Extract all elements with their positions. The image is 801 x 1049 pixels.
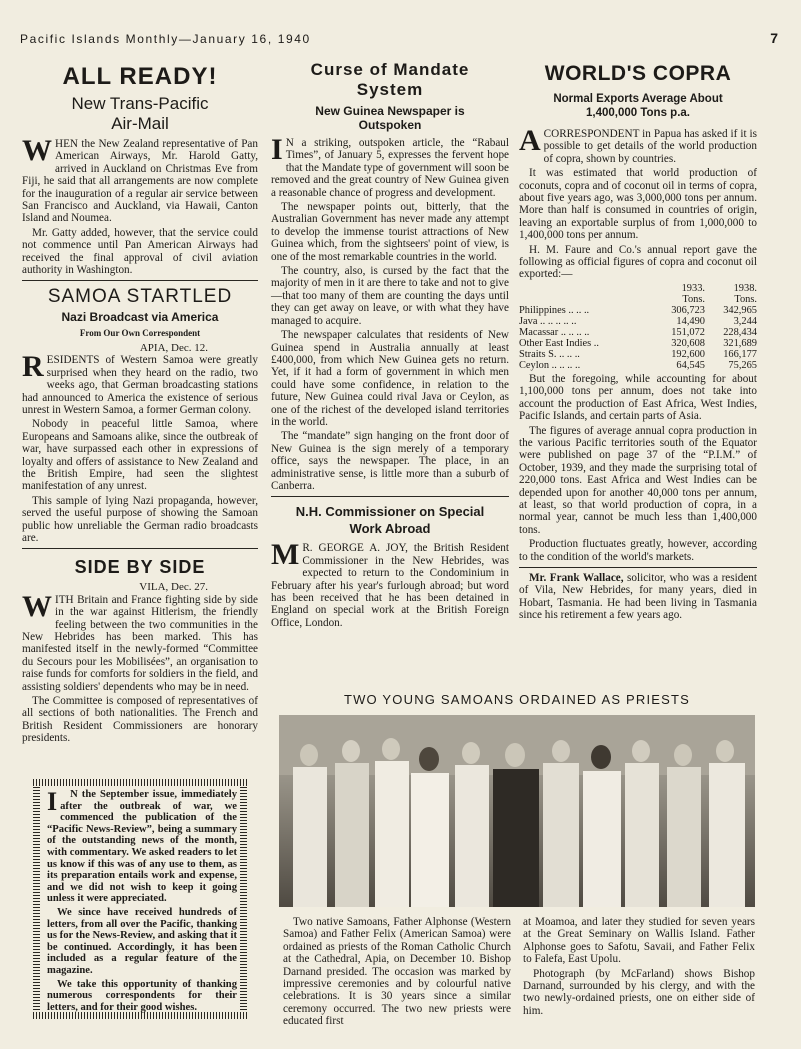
paragraph: at Moamoa, and later they studied for seven years at the Great Seminary on Wallis Island. Father Alphonse goes to Safotu, Savaii, and Father Felix to Falefa, East Upolu. [523,916,755,966]
clergy-group [293,738,745,907]
paragraph: Two native Samoans, Father Alphonse (Western Samoa) and Father Felix (American Samoa) were ordained as priests of the Roman Catholic Church at the Cathedral, Apia, on December 10. Bishop Darnand presided. The occasion was marked by impressive ceremonies and by colourful native celebrations. It is 30 years since a similar ceremony occurred. The two new priests were educated first [283,916,511,1028]
table-header-row [519,283,757,294]
nh-article [271,538,509,629]
mandate-article [271,133,509,492]
left-column [22,58,258,747]
table-row: Java .. .. .. .. .. 14,490 3,244 [519,315,757,327]
dropcap: W [22,589,52,623]
news-review-notice-box [24,772,256,1026]
table-row: Other East Indies .. 320,608 321,689 [519,337,757,349]
samoa-headline: SAMOA STARTLED [47,286,233,308]
wallace-name: Mr. Frank Wallace, [529,571,624,584]
samoa-byline: From Our Own Correspondent [79,328,201,339]
paragraph: The newspaper points out, bitterly, that the Australian Government has never made any attempt to develop the immense tourist attractions of New Guinea which, from the sightseers' point of view, is one of the most remarkable countries in the world. [271,201,509,263]
copra-headline: WORLD'S COPRA [544,62,732,85]
paragraph: N the September issue, immediately after the outbreak of war, we commenced the publication of the “Pacific News-Review”, being a summary of the outstanding news of the month, with commentary. We asked readers to let us know if this was of any use to them, as its preparation entails work and expense, and we did not wish to keep it going unless it were appreciated. [47,789,237,905]
table-unit-row [519,294,757,305]
divider [519,567,757,568]
running-header [20,32,780,48]
samoa-article [22,350,258,544]
page-number: 7 [770,30,778,46]
table-row: Ceylon .. .. .. .. 64,545 75,265 [519,359,757,371]
paragraph: The Committee is composed of representatives of all sections of both nationalities. The French and British Resident Commissioners are honorary presidents. [22,695,258,745]
paragraph: Photograph (by McFarland) shows Bishop Darnand, surrounded by his clergy, and with the two newly-ordained priests, one on either side of him. [523,967,755,1017]
middle-column [271,60,509,631]
paragraph: CORRESPONDENT in Papua has asked if it is possible to get details of the world production of copra, shown by countries. [543,128,757,165]
paragraph: Nobody in peaceful little Samoa, where Europeans and Samoans alike, since the outbreak of war, have surpassed each other in expressions of loyalty and offers of assistance to New Zealand and the British Empire, had seen the slightest manifestation of any unrest. [22,418,258,493]
divider [271,496,509,497]
dropcap: R [22,350,44,384]
ordination-photograph [279,715,755,907]
all-ready-headline: ALL READY! [62,63,218,90]
side-by-side-headline: SIDE BY SIDE [74,557,206,578]
table-row: Philippines .. .. .. 306,723 342,965 [519,304,757,316]
photo-caption-right [523,916,755,1019]
unit-label: Tons. [734,293,757,305]
all-ready-article [22,134,258,277]
paragraph: We since have received hundreds of letters, from all over the Pacific, thanking us for the News-Review, and asking that it be continued. Accordingly, it has been included as a regular feature of the magazine. [47,906,237,976]
paragraph: ITH Britain and France fighting side by side in the war against Hitlerism, the friendly feeling between the two communities in the New Hebrides has been marked. This has manifested itself in the newly-formed “Committee du Secours pour les Mobilisées”, an organisation to raise funds for comforts for soldiers in the field, and assisting soldiers' dependents who may be in need. [22,593,258,693]
side-dateline: VILA, Dec. 27. [139,581,208,594]
paragraph: We take this opportunity of thanking numerous correspondents for their letters, and for their good wishes. [47,978,237,1013]
photo-figures [279,715,755,907]
paragraph: The newspaper calculates that residents of New Guinea spend in Australia annually at least £400,000, from which New Guinea gets no return. Yet, if it had a form of government in which men could have some confidence, in relation to the future, New Guinea could rival Java or Ceylon, as one of the richest of the developed island territories in the world. [271,329,509,428]
photo-caption-head: TWO YOUNG SAMOANS ORDAINED AS PRIESTS [343,692,691,707]
samoa-subhead: Nazi Broadcast via America [61,310,219,325]
year-1938: 1938. [733,282,757,294]
paragraph: HEN the New Zealand representative of Pan American Airways, Mr. Harold Gatty, arrived in Auckland on Christmas Eve from Fiji, he said that all arrangements are now complete for the inauguration of a regular air service between San Francisco and Auckland, via Hawaii, Canton Island and Noumea. [22,138,258,225]
wallace-notice [519,572,757,622]
paragraph: ESIDENTS of Western Samoa were greatly surprised when they heard on the radio, two weeks ago, that German broadcasting stations had announced to America the existence of serious unrest in Western Samoa, a former German colony. [22,354,258,416]
mandate-headline: Curse of Mandate System [310,60,470,99]
paragraph: Mr. Gatty added, however, that the service could not commence until Pan American Airways had received the final approval of civil aviation authority in Washington. [22,226,258,277]
dropcap: W [22,134,52,167]
right-column [519,60,757,624]
dropcap: A [519,124,541,157]
samoa-dateline: APIA, Dec. 12. [139,341,208,354]
dropcap: M [271,538,300,572]
wallace-text: solicitor, who was a resident of Vila, New Hebrides, for many years, died in Hobart, Tasmania. He had been living in Tasmania since his retirement a few years ago. [519,571,757,622]
year-1933: 1933. [681,282,705,294]
divider [22,548,258,549]
divider [22,280,258,281]
copra-subhead: Normal Exports Average About 1,400,000 Tons p.a. [553,93,723,119]
magazine-date-line: Pacific Islands Monthly—January 16, 1940 [20,32,311,46]
paragraph: N a striking, outspoken article, the “Rabaul Times”, of January 5, expresses the fervent hope that the Mandate type of government will soon be removed and the great country of New Guinea given a reasonable chance of progress and development. [271,137,509,199]
side-article [22,589,258,745]
dropcap: I [271,133,283,166]
dropcap: I [47,787,58,816]
photo-caption-left [283,916,511,1030]
mandate-subhead: New Guinea Newspaper is Outspoken [315,104,465,132]
paragraph: The “mandate” sign hanging on the front door of New Guinea is the sign merely of a temporary office, says the newspaper. The place, in an administrative sense, is little more than a suburb of Canberra. [271,430,509,492]
paragraph: Production fluctuates greatly, however, according to the condition of the world's markets. [519,538,757,563]
copra-article [519,124,757,563]
paragraph: R. GEORGE A. JOY, the British Resident Commissioner in the New Hebrides, was expected to return to the Condominium in February after his year's furlough abroad; but word has been received that he has been detained in England on special work at the British Foreign Office, London. [271,542,509,629]
paragraph: H. M. Faure and Co.'s annual report gave the following as official figures of copra and coconut oil exported:— [519,243,757,281]
paragraph: The country, also, is cursed by the fact that the majority of men in it are there to take and not to give—that too many of them are counting the days until they can get away on leave, or with what they have managed to acquire. [271,265,509,327]
paragraph: The figures of average annual copra production in the various Pacific territories south of the Equator were published on page 37 of the “P.I.M.” of October, 1939, and they made the surprising total of 220,000 tons. East Africa and West Indies can be depended upon for another 40,000 tons per annum, at least, so that world production of copra, in a normal year, cannot be much less than 1,400,000 tons. [519,424,757,536]
paragraph: But the foregoing, while accounting for about 1,100,000 tons per annum, does not take into account the production of East Africa, West Indies, Pacific Islands, and certain parts of Asia. [519,372,757,423]
paragraph: It was estimated that world production of coconuts, copra and of coconut oil in terms of copra, about five years ago, was 3,000,000 tons per annum. More than half is consumed in countries of origin, leaving an exportable surplus of from 1,000,000 to 1,400,000 tons per annum. [519,167,757,242]
table-row: Macassar .. .. .. .. 151,072 228,434 [519,326,757,338]
unit-label: Tons. [682,293,705,305]
paragraph: This sample of lying Nazi propaganda, however, served the useful purpose of showing the Samoan public how unreliable the German radio broadcasts are. [22,494,258,544]
nh-commissioner-headline: N.H. Commissioner on Special Work Abroad [295,504,485,537]
copra-export-table [519,283,757,371]
all-ready-subhead: New Trans-Pacific Air-Mail [71,94,209,133]
table-row: Straits S. .. .. .. 192,600 166,177 [519,348,757,360]
